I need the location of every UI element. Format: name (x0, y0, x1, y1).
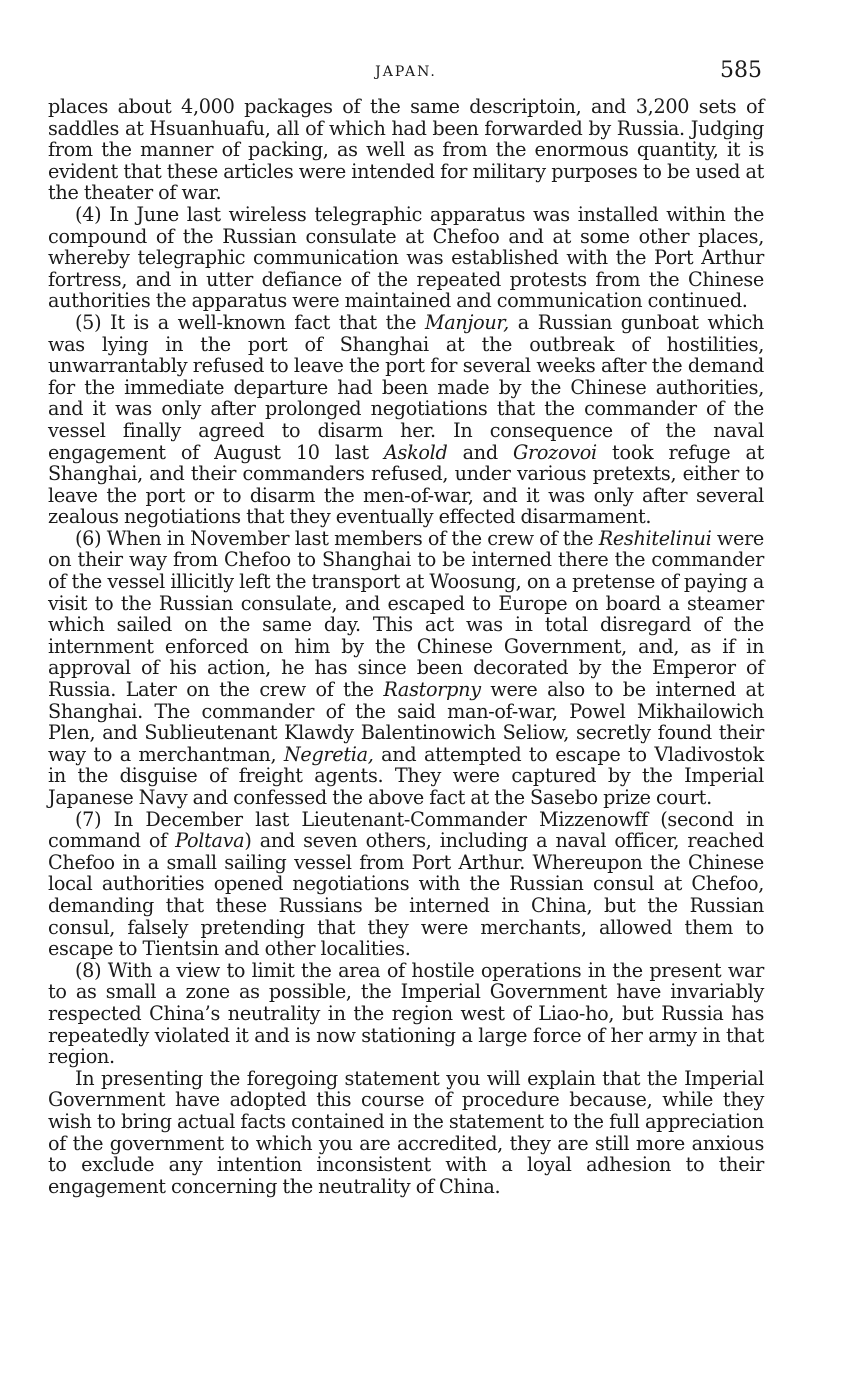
text-run: In presenting the foregoing statement you will explain that the Imperial Government have adopted this course of procedure because, while they wish to bring actual facts contained in the statement to the full appreciation of the government to which you are accredited, they are still more anxious to exclude any intention inconsistent with a loyal adhesion to their engagement concerning the neutrality of China. (48, 1066, 764, 1198)
italic-ship-name: Poltava (175, 829, 245, 853)
text-run: (7) In December last Lieutenant-Commander Mizzenowff (second in command of (48, 807, 764, 853)
text-run: a Russian gunboat which was lying in the port of Shanghai at the outbreak of hostilities, unwarrantably refused to leave the port for several weeks after the demand for the immediate departure had been made by the Chinese authorities, and it was only after prolonged negotiations that the commander of the vessel finally agreed to disarm her. In consequence of the naval engagement of August 10 last (48, 310, 764, 464)
text-run: and (447, 440, 514, 464)
paragraph-p-7 (48, 809, 764, 960)
italic-ship-name: Grozovoi (513, 440, 597, 464)
text-run: were also to be interned at Shanghai. The commander of the said man-of-war, Powel Mikhailowich Plen, and Sublieutenant Klawdy Balentinowich Seliow, secretly found their way to a merchantman, (48, 678, 764, 766)
italic-ship-name: Manjour, (424, 310, 509, 334)
text-run: ) and seven others, including a naval officer, reached Chefoo in a small sailing vessel from Port Arthur. Whereupon the Chinese local authorities opened negotiations with the Russian consul at Chefoo, demanding that these Russians be interned in China, but the Russian consul, falsely pretending that they were merchants, allowed them to escape to Tientsin and other localities. (48, 829, 764, 961)
text-run: (5) It is a well-known fact that the (75, 310, 425, 334)
body-text (48, 96, 764, 1197)
text-run: (8) With a view to limit the area of hostile operations in the present war to as small a zone as possible, the Imperial Government have invariably respected China’s neutrality in the region west of Liao-ho, but Russia has repeatedly violated it and is now stationing a large force of her army in that region. (48, 958, 764, 1069)
italic-ship-name: Rastorpny (383, 678, 481, 702)
text-run: and attempted to escape to Vladivostok in the disguise of freight agents. They were captured by the Imperial Japanese Navy and confessed the above fact at the Sasebo prize court. (48, 742, 764, 809)
running-header (48, 58, 764, 92)
paragraph-p-6 (48, 528, 764, 809)
paragraph-p-5 (48, 312, 764, 528)
text-run: were on their way from Chefoo to Shanghai to be interned there the commander of the vessel illicitly left the transport at Woosung, on a pretense of paying a visit to the Russian consulate, and escaped to Europe on board a steamer which sailed on the same day. This act was in total disregard of the internment enforced on him by the Chinese Government, and, as if in approval of his action, he has since been decorated by the Emperor of Russia. Later on the crew of the (48, 526, 764, 702)
text-run: took refuge at Shanghai, and their commanders refused, under various pretexts, either to leave the port or to disarm the men-of-war, and it was only after several zealous negotiations that they eventually effected disarmament. (48, 440, 764, 529)
italic-ship-name: Askold (383, 440, 448, 464)
text-run: (6) When in November last members of the crew of the (75, 526, 599, 550)
page-number: 585 (720, 58, 762, 83)
running-title: JAPAN. (375, 64, 437, 80)
paragraph-p-4 (48, 204, 764, 312)
text-run: places about 4,000 packages of the same descriptoin, and 3,200 sets of saddles at Hsuanhuafu, all of which had been forwarded by Russia. Judging from the manner of packing, as well as from the enormous quantity, it is evident that these articles were intended for military purposes to be used at the theater of war. (48, 95, 764, 205)
paragraph-p-closing (48, 1068, 764, 1198)
italic-ship-name: Negretia, (283, 742, 374, 766)
paragraph-p-8 (48, 960, 764, 1068)
document-page (48, 58, 764, 1197)
text-run: (4) In June last wireless telegraphic apparatus was installed within the compound of the Russian consulate at Chefoo and at some other places, whereby telegraphic communication was established with the Port Arthur fortress, and in utter defiance of the repeated protests from the Chinese authorities the apparatus were maintained and communication continued. (48, 202, 764, 313)
italic-ship-name: Reshitelinui (598, 526, 712, 550)
paragraph-p-continued (48, 96, 764, 204)
